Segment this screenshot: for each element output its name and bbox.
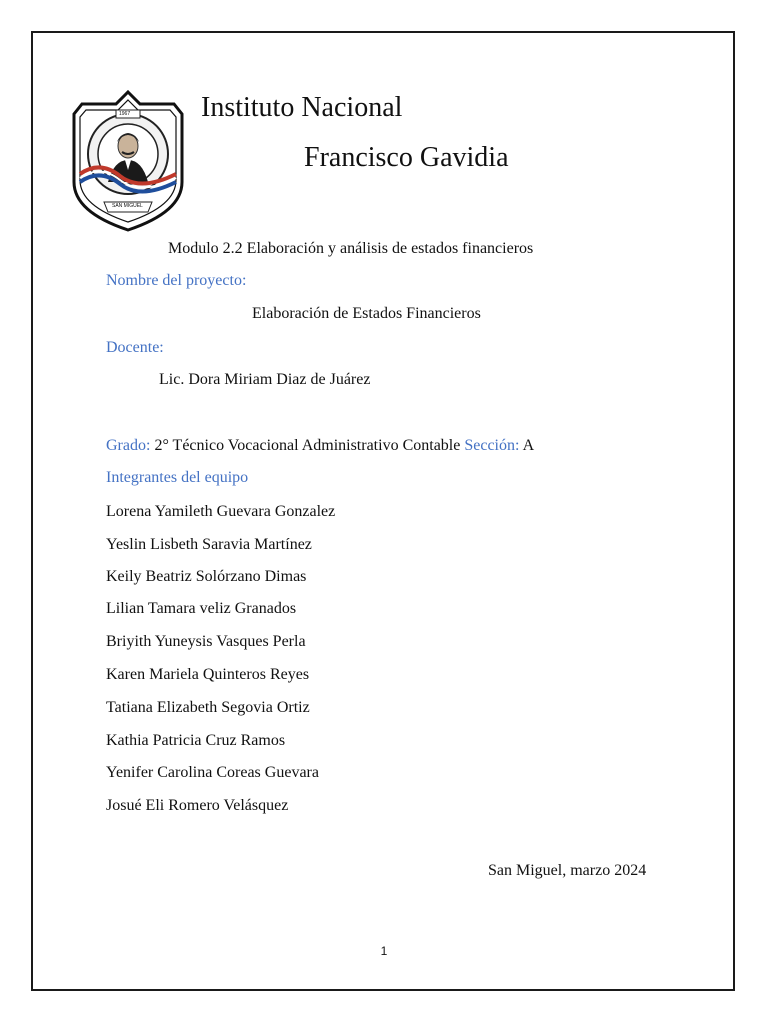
seal-year-label: 1967 [119, 111, 131, 117]
place-date: San Miguel, marzo 2024 [488, 862, 647, 879]
section-value: A [522, 437, 535, 454]
project-label: Nombre del proyecto: [106, 272, 247, 289]
team-member: Josué Eli Romero Velásquez [106, 797, 289, 814]
team-member: Lilian Tamara veliz Granados [106, 600, 297, 617]
module-heading: Modulo 2.2 Elaboración y análisis de estados financieros [168, 240, 534, 257]
teacher-label: Docente: [106, 339, 164, 356]
team-member: Briyith Yuneysis Vasques Perla [106, 633, 306, 650]
team-member: Yenifer Carolina Coreas Guevara [106, 764, 319, 781]
team-member: Lorena Yamileth Guevara Gonzalez [106, 503, 336, 520]
teacher-value: Lic. Dora Miriam Diaz de Juárez [159, 371, 371, 388]
team-member: Kathia Patricia Cruz Ramos [106, 732, 286, 749]
title-line-2: Francisco Gavidia [304, 142, 509, 173]
grade-label: Grado: [106, 437, 151, 454]
team-member: Yeslin Lisbeth Saravia Martínez [106, 536, 312, 553]
section-label: Sección: [464, 437, 520, 454]
project-value: Elaboración de Estados Financieros [252, 305, 481, 322]
team-label: Integrantes del equipo [106, 469, 249, 486]
team-member: Tatiana Elizabeth Segovia Ortiz [106, 699, 310, 716]
page-number: 1 [380, 944, 388, 958]
grade-line [106, 437, 534, 455]
seal-city-label: SAN MIGUEL [112, 203, 143, 209]
team-member: Keily Beatriz Solórzano Dimas [106, 568, 307, 585]
team-member: Karen Mariela Quinteros Reyes [106, 666, 310, 683]
grade-value: 2° Técnico Vocacional Administrativo Contable [154, 437, 461, 454]
title-line-1: Instituto Nacional [201, 92, 403, 123]
